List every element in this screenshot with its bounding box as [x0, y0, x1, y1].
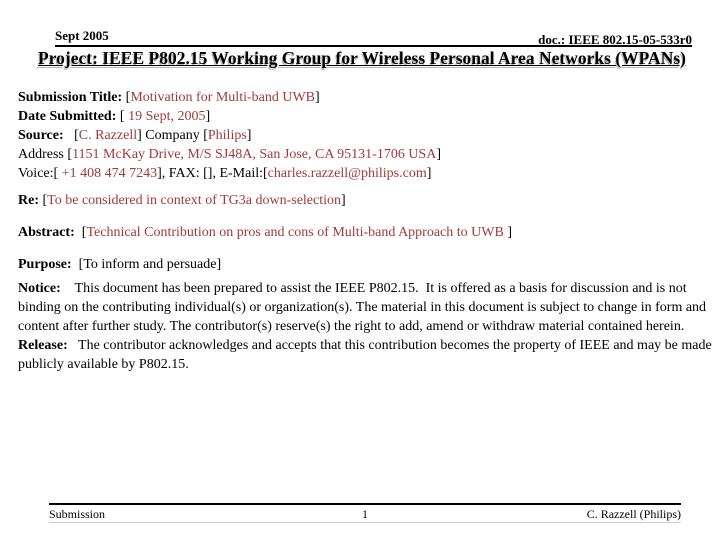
- bracket-open: [: [81, 225, 87, 240]
- notice-text: This document has been prepared to assist the IEEE P802.15. It is offered as a basis for discussion and is not binding on the contributing individual(s) or organization(s). The material in this document is subject to change in form and content after further study. The contributor(s) reserve(s) the right to add, amend or withdraw material contained herein.: [18, 281, 710, 334]
- re-line: [18, 191, 712, 210]
- email-value: charles.razzell@philips.com: [267, 166, 427, 181]
- date-submitted-label: Date Submitted:: [18, 109, 120, 124]
- fax-email-labels: ], FAX: [], E-Mail:[: [157, 166, 268, 181]
- release-text: The contributor acknowledges and accepts that this contribution becomes the property of IEEE and may be made publicly available by P802.15.: [18, 338, 716, 372]
- notice-paragraph: [18, 279, 712, 336]
- bracket-open: [: [125, 90, 131, 105]
- source-label: Source:: [18, 128, 75, 143]
- footer-author: C. Razzell (Philips): [586, 507, 682, 521]
- submission-title-value: Motivation for Multi-band UWB: [130, 90, 316, 105]
- voice-label: Voice:: [18, 166, 54, 181]
- bracket-close: ]: [426, 166, 432, 181]
- abstract-value: Technical Contribution on pros and cons of Multi-band Approach to UWB: [86, 225, 504, 240]
- bracket-open: [: [67, 147, 73, 162]
- address-label: Address: [18, 147, 68, 162]
- source-line: [18, 126, 712, 145]
- purpose-value: [To inform and persuade]: [78, 257, 222, 272]
- abstract-label: Abstract:: [18, 225, 82, 240]
- purpose-label: Purpose:: [18, 257, 79, 272]
- source-author: C. Razzell: [78, 128, 138, 143]
- bracket-close: ]: [205, 109, 211, 124]
- date-submitted-value: 19 Sept, 2005: [124, 109, 206, 124]
- bracket-close: ]: [315, 90, 320, 105]
- footer-doc-type: Submission: [49, 507, 106, 521]
- bracket-close: ]: [246, 128, 252, 143]
- slide-header: [55, 28, 692, 47]
- bracket-open: [: [42, 193, 48, 208]
- slide-title: Project: IEEE P802.15 Working Group for Wireless Personal Area Networks (WPANs): [38, 48, 686, 68]
- address-line: [18, 145, 712, 164]
- submission-title-label: Submission Title:: [18, 90, 126, 105]
- voice-phone: +1 408 474 7243: [58, 166, 158, 181]
- bracket-open: [: [74, 128, 79, 143]
- release-label: Release:: [18, 338, 68, 353]
- purpose-line: [18, 255, 712, 274]
- bracket-open: [: [53, 166, 59, 181]
- date-submitted-line: [18, 107, 712, 126]
- source-company-text: ] Company [: [137, 128, 208, 143]
- header-date: Sept 2005: [55, 28, 109, 43]
- source-company: Philips: [207, 128, 247, 143]
- slide-body: [18, 88, 716, 374]
- bracket-open: [: [119, 109, 125, 124]
- footer-page-number: 1: [362, 507, 368, 521]
- submission-title-line: [18, 88, 712, 107]
- address-value: 1151 McKay Drive, M/S SJ48A, San Jose, CA 95131-1706 USA: [72, 147, 437, 162]
- bracket-close: ]: [436, 147, 442, 162]
- re-value: To be considered in context of TG3a down-selection: [47, 193, 342, 208]
- header-doc-number: doc.: IEEE 802.15-05-533r0: [538, 32, 692, 47]
- abstract-line: [18, 223, 712, 242]
- re-label: Re:: [18, 193, 43, 208]
- slide-footer: [49, 503, 681, 522]
- bracket-close: ]: [341, 193, 346, 208]
- voice-fax-email-line: [18, 164, 712, 183]
- notice-label: Notice:: [18, 281, 61, 296]
- bracket-close: ]: [503, 225, 512, 240]
- release-paragraph: [18, 336, 716, 374]
